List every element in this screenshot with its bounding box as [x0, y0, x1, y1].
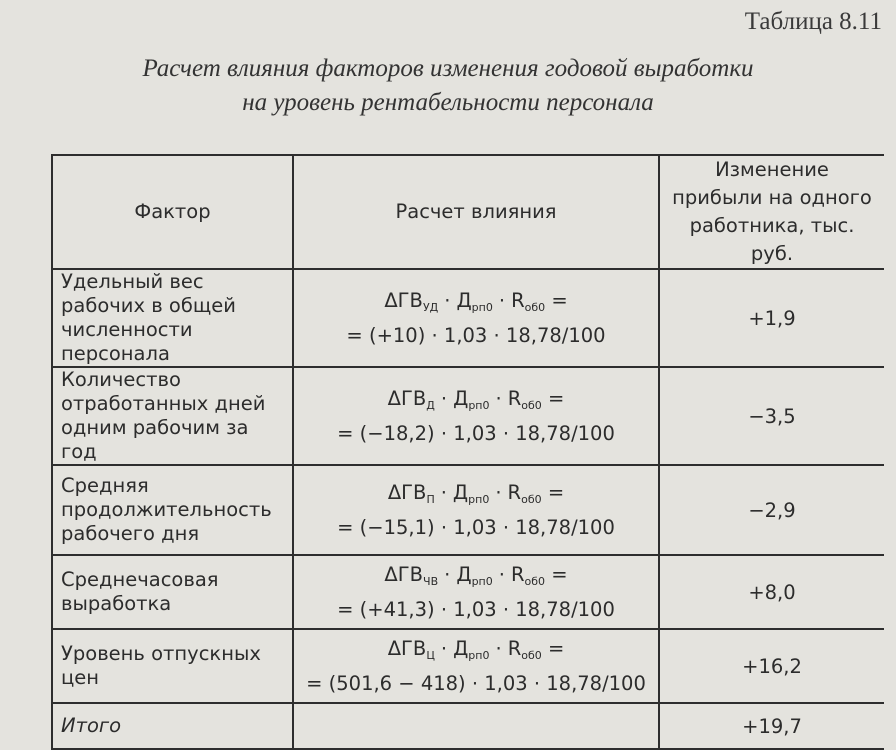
d-symbol: Д — [453, 386, 469, 410]
mult-dot: · — [495, 386, 502, 410]
r-subscript: об0 — [521, 648, 542, 662]
delta-gv: ΔГВ — [384, 562, 424, 586]
r-symbol: R — [507, 386, 522, 410]
calc-expression-line: = (+41,3) · 1,03 · 18,78/100 — [337, 597, 615, 621]
delta-gv: ΔГВ — [387, 480, 427, 504]
value-cell: +1,9 — [659, 269, 884, 367]
factor-cell: Количество отработанных дней одним рабочим за год — [52, 367, 293, 465]
r-subscript: об0 — [521, 398, 542, 412]
mult-dot: · — [444, 562, 451, 586]
factor-cell: Уровень отпускных цен — [52, 629, 293, 703]
delta-gv: ΔГВ — [387, 386, 427, 410]
total-calc-cell — [293, 703, 659, 749]
total-row — [52, 703, 884, 749]
mult-dot: · — [440, 636, 448, 660]
mult-dot: · — [444, 288, 451, 312]
col-header-change: Изменение прибыли на одного работника, тыс. руб. — [659, 155, 884, 269]
factor-cell: Среднечасовая выработка — [52, 555, 293, 629]
calc-formula-line — [302, 385, 650, 420]
d-subscript: рп0 — [468, 492, 490, 506]
calc-formula-line — [302, 479, 650, 514]
value-cell: +8,0 — [659, 555, 884, 629]
d-subscript: рп0 — [468, 398, 490, 412]
value-cell: −2,9 — [659, 465, 884, 555]
r-subscript: об0 — [521, 492, 542, 506]
d-symbol: Д — [453, 636, 469, 660]
equals-sign: = — [547, 386, 565, 410]
delta-subscript: Д — [426, 398, 435, 412]
d-subscript: рп0 — [471, 574, 493, 588]
calc-cell — [293, 367, 659, 465]
value-cell: +16,2 — [659, 629, 884, 703]
calc-cell — [293, 269, 659, 367]
mult-dot: · — [440, 386, 448, 410]
calc-formula-line — [302, 561, 650, 596]
table-row — [52, 555, 884, 629]
calc-cell — [293, 465, 659, 555]
value-cell: −3,5 — [659, 367, 884, 465]
d-symbol: Д — [456, 288, 472, 312]
calc-expression-line: = (501,6 − 418) · 1,03 · 18,78/100 — [306, 671, 646, 695]
d-subscript: рп0 — [471, 300, 493, 314]
calc-cell — [293, 629, 659, 703]
r-symbol: R — [510, 562, 525, 586]
col-header-factor: Фактор — [52, 155, 293, 269]
calc-formula-line — [302, 635, 650, 670]
table-number: Таблица 8.11 — [744, 8, 882, 35]
delta-subscript: ЧВ — [423, 574, 439, 588]
mult-dot: · — [498, 562, 505, 586]
delta-gv: ΔГВ — [384, 288, 423, 312]
d-symbol: Д — [452, 480, 469, 504]
r-symbol: R — [511, 288, 525, 312]
calc-cell — [293, 555, 659, 629]
table-row — [52, 269, 884, 367]
table-row — [52, 367, 884, 465]
delta-subscript: УД — [422, 300, 439, 314]
mult-dot: · — [498, 288, 506, 312]
r-subscript: об0 — [524, 300, 546, 314]
table-row — [52, 629, 884, 703]
title-line-2: на уровень рентабельности персонала — [242, 89, 654, 116]
equals-sign: = — [551, 562, 568, 586]
mult-dot: · — [495, 636, 502, 660]
calc-expression-line: = (−18,2) · 1,03 · 18,78/100 — [337, 421, 615, 445]
r-subscript: об0 — [524, 574, 546, 588]
delta-subscript: П — [426, 492, 435, 506]
factor-cell: Удельный вес рабочих в общей численности персонала — [52, 269, 293, 367]
calc-expression-line: = (+10) · 1,03 · 18,78/100 — [346, 323, 606, 347]
equals-sign: = — [547, 480, 565, 504]
table-header-row — [52, 155, 884, 269]
equals-sign: = — [547, 636, 565, 660]
r-symbol: R — [507, 636, 522, 660]
col-header-calc: Расчет влияния — [293, 155, 659, 269]
mult-dot: · — [495, 480, 502, 504]
mult-dot: · — [440, 480, 447, 504]
title-line-1: Расчет влияния факторов изменения годовой выработки — [142, 55, 754, 82]
calc-formula-line — [302, 287, 650, 322]
factor-cell: Средняя продолжительность рабочего дня — [52, 465, 293, 555]
d-subscript: рп0 — [468, 648, 490, 662]
r-symbol: R — [507, 480, 522, 504]
data-table — [51, 154, 884, 750]
calc-expression-line: = (−15,1) · 1,03 · 18,78/100 — [337, 515, 615, 539]
table-title — [0, 52, 896, 120]
table-row — [52, 465, 884, 555]
total-label: Итого — [52, 703, 293, 749]
delta-gv: ΔГВ — [387, 636, 427, 660]
total-value: +19,7 — [659, 703, 884, 749]
equals-sign: = — [551, 288, 568, 312]
d-symbol: Д — [456, 562, 472, 586]
delta-subscript: Ц — [426, 648, 435, 662]
